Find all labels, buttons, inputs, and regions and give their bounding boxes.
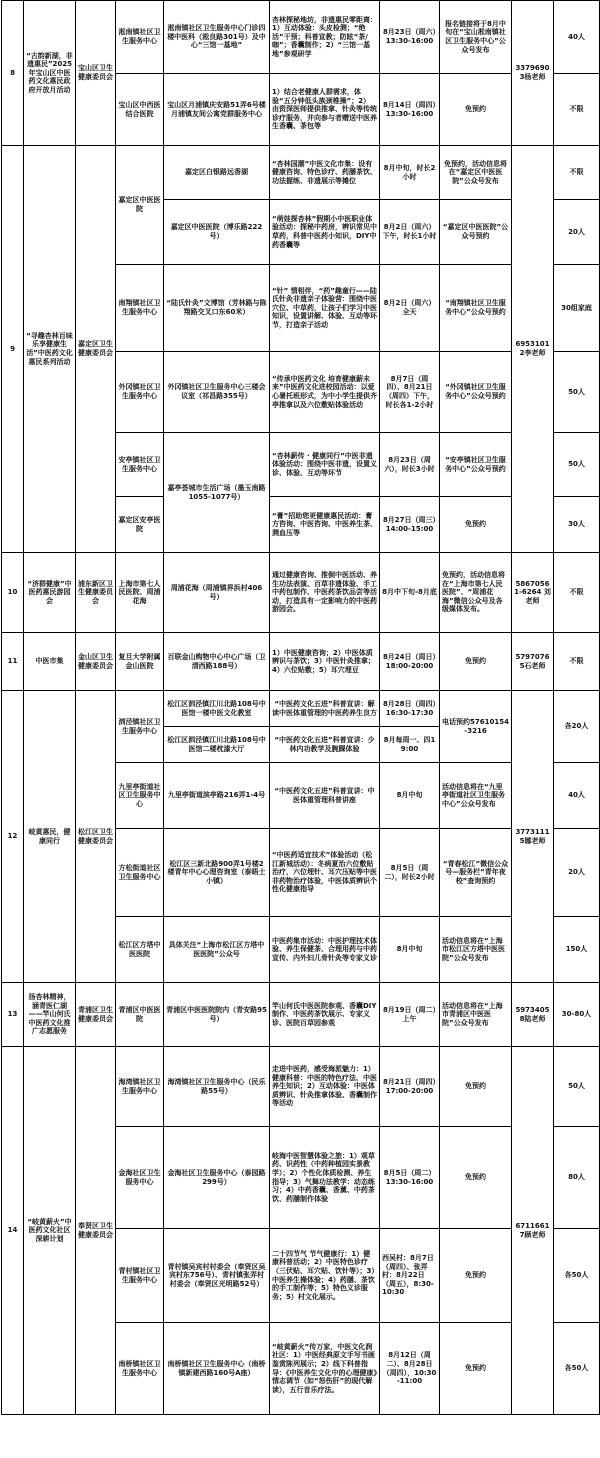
location: 具体关注“上海市松江区方塔中医医院”公众号 — [164, 917, 270, 983]
location: 海湾镇社区卫生服务中心（民乐路55号） — [164, 1047, 270, 1127]
time: 8月12日（周二）、8月28日（周四），10:30-11:00 — [380, 1323, 440, 1415]
quota: 不限 — [554, 74, 600, 146]
organizer: 青浦区卫生健康委员会 — [76, 983, 116, 1047]
booking: 免预约 — [440, 497, 512, 553]
booking: 免预约 — [440, 1047, 512, 1127]
activity-title: “古韵新湖，非遗惠民”2025年宝山区中医药文化惠民政府开放月活动 — [24, 1, 76, 146]
organizer: 浦东新区卫生健康委员会 — [76, 553, 116, 633]
activity-title: “岐黄薪火”中医药文化社区深耕计划 — [24, 1047, 76, 1415]
organizer: 松江区卫生健康委员会 — [76, 691, 116, 983]
content: “萌娃探杏林”假期小中医职业体验活动：探秘中药房，辨识常见中草药，科普中医药小知识，DIY中药香囊等 — [270, 200, 380, 265]
quota: 30-80人 — [554, 983, 600, 1047]
content: “针” 情相伴，“药”趣童行——陆氏针灸非遗亲子体验营：围绕中医穴位、中草药，让孩子们学习中医知识，设置讲解、体验、互动等环节，打造亲子活动 — [270, 265, 380, 352]
host-unit: 松江区方塔中医医院 — [116, 917, 164, 983]
booking: 活动信息将在“上海市青浦区中医医院”公众号发布 — [440, 983, 512, 1047]
time: 8月每周一、四19:00 — [380, 727, 440, 763]
content: “岐黄薪火”传万家，中医文化润社区：1）中医经典原文手写书画鉴赏陈列展示；2）线下科普指导：《中医养生文化中的心理健康》情志调节（如“怒伤肝”的现代解读），五行音乐疗法。 — [270, 1323, 380, 1415]
content: “膏”招助您更健康惠民活动：膏方咨询、中医咨询、中医养生茶、测血压等 — [270, 497, 380, 553]
booking: 免预约 — [440, 74, 512, 146]
content: 1）结合老健康人群需求，体验“五分钟低头族颈椎操”；2）由资深医师提供推拿、针灸等传统诊疗服务，并向参与者赠送中医养生香囊、茶包等 — [270, 74, 380, 146]
time: 西吴村：8月7日（周四）、张弄村：8月22日（周五），8:30-10:30 — [380, 1229, 440, 1323]
location: 嘉亭荟城市生活广场（墨玉南路1055-1077号） — [164, 433, 270, 553]
organizer: 嘉定区卫生健康委员会 — [76, 146, 116, 553]
host-unit: 金海社区卫生服务中心 — [116, 1127, 164, 1229]
time: 8月7日（周四）、8月21日（周四）下午，时长各1-2小时 — [380, 352, 440, 433]
content: 通过健康咨询、推倒中医活动、养生功法表演、百草非遗体验、手工中药包制作、中医药茶饮品尝等活动，打造具有一定影响力的中医药游园会。 — [270, 553, 380, 633]
time: 8月中下旬-8月底 — [380, 553, 440, 633]
row-number: 11 — [2, 633, 24, 691]
time: 8月5日（周二），时长2小时 — [380, 829, 440, 917]
contact: 33796903杨老师 — [512, 1, 554, 146]
activity-title: 岐黄惠民，健康同行 — [24, 691, 76, 983]
location: 九里亭街道滨亭路216弄1-4号 — [164, 763, 270, 829]
booking: “南翔镇社区卫生服务中心”公众号预约 — [440, 265, 512, 352]
booking: 免预约，活动信息将在“嘉定区中医医院”公众号发布 — [440, 146, 512, 200]
activity-title: 扬杏林精神，涵青医仁湖——竿山何氏中医药文化推广志愿服务 — [24, 983, 76, 1047]
booking: 免预约 — [440, 1229, 512, 1323]
time: 8月14日（周四）13:30-16:00 — [380, 74, 440, 146]
host-unit: 方松街道社区卫生服务中心 — [116, 829, 164, 917]
location: 周浦花海（周浦镇界浜村406号） — [164, 553, 270, 633]
contact: 59734058陆老师 — [512, 983, 554, 1047]
table-row — [2, 553, 600, 633]
location: 松江区三新北路900弄1号楼2楼青年中心心理咨询室（泰晤士小镇） — [164, 829, 270, 917]
location: 青浦区中医医院院内（青安路95号） — [164, 983, 270, 1047]
booking: 免预约 — [440, 1127, 512, 1229]
activity-title: “寻趣杏林百味 乐享健康生活”中医药文化惠民系列活动 — [24, 146, 76, 553]
contact: 67116617顾老师 — [512, 1047, 554, 1415]
booking: “青春松江”微信公众号—服务栏“青年夜校”查询预约 — [440, 829, 512, 917]
organizer: 奉贤区卫生健康委员会 — [76, 1047, 116, 1415]
contact: 57970765石老师 — [512, 633, 554, 691]
quota: 各50人 — [554, 1229, 600, 1323]
content: 竿山何氏中医医院参观、香囊DIY制作、中医药茶饮展示、专家义诊、医院百草园参观 — [270, 983, 380, 1047]
host-unit: 嘉定区中医医院 — [116, 146, 164, 265]
quota: 40人 — [554, 1, 600, 74]
booking: “嘉定区中医医院”公众号预约 — [440, 200, 512, 265]
host-unit: 泗泾镇社区卫生服务中心 — [116, 691, 164, 763]
host-unit: 青村镇社区卫生服务中心 — [116, 1229, 164, 1323]
row-number: 9 — [2, 146, 24, 553]
content: “中医药文化五进”科普宣讲：解读中医体重管理的中医药养生良方 — [270, 691, 380, 727]
host-unit: 九里亭街道社区卫生服务中心 — [116, 763, 164, 829]
time: 8月28日（周四）16:30-17:30 — [380, 691, 440, 727]
host-unit: 上海市第七人民医院、周浦花海 — [116, 553, 164, 633]
host-unit: 安亭镇社区卫生服务中心 — [116, 433, 164, 497]
quota: 30组家庭 — [554, 265, 600, 352]
activity-table — [1, 0, 600, 1415]
time: 8月19日（周二）上午 — [380, 983, 440, 1047]
contact: 58670561-6264 刘老师 — [512, 553, 554, 633]
time: 8月23日（周六），时长3小时 — [380, 433, 440, 497]
time: 8月中旬 — [380, 917, 440, 983]
row-number: 10 — [2, 553, 24, 633]
location: 嘉定区白银路远香湖 — [164, 146, 270, 200]
location: 嘉定区中医医院（博乐路222号） — [164, 200, 270, 265]
location: 宝山区月浦镇庆安路51弄6号楼月浦镇友间公寓党群服务中心 — [164, 74, 270, 146]
booking: 活动信息将在“上海市松江区方塔中医医院”公众号发布 — [440, 917, 512, 983]
location: 松江区泗泾镇江川北路108号中医馆二楼枕漆大厅 — [164, 727, 270, 763]
table-row — [2, 633, 600, 691]
row-number: 12 — [2, 691, 24, 983]
quota: 各50人 — [554, 1323, 600, 1415]
quota: 30人 — [554, 497, 600, 553]
location: 青村镇吴宾村村委会（奉贤区吴宾村东756号）、青村镇张弄村村委会（奉贤区光明路52号） — [164, 1229, 270, 1323]
quota: 20人 — [554, 200, 600, 265]
time: 8月2日（周六）全天 — [380, 265, 440, 352]
table-row — [2, 146, 600, 200]
table-row — [2, 1047, 600, 1127]
quota: 40人 — [554, 763, 600, 829]
content: 中医药集市活动：中医护理技术体验、养生保健茶、合理用药与中药宣传、内外妇儿骨针灸等专家义诊 — [270, 917, 380, 983]
time: 8月24日（周日）18:00-20:00 — [380, 633, 440, 691]
activity-title: “济群健康”中医药惠民游园会 — [24, 553, 76, 633]
row-number: 14 — [2, 1047, 24, 1415]
booking: 免预约 — [440, 633, 512, 691]
booking: “外冈镇社区卫生服务中心”公众号预约 — [440, 352, 512, 433]
host-unit: 海湾镇社区卫生服务中心 — [116, 1047, 164, 1127]
booking: 活动信息将在“九里亭街道社区卫生服务中心”公众号发布 — [440, 763, 512, 829]
time: 8月27日（周三）14:00-15:00 — [380, 497, 440, 553]
location: “陆氏针灸”文博馆（芳林路与陈翔路交叉口东60米） — [164, 265, 270, 352]
time: 8月2日（周六）下午，时长1小时 — [380, 200, 440, 265]
booking: 报名链接将于8月中旬在“宝山淞南镇社区卫生服务中心”公众号发布 — [440, 1, 512, 74]
quota: 50人 — [554, 433, 600, 497]
activity-title: 中医市集 — [24, 633, 76, 691]
host-unit: 青浦区中医医院 — [116, 983, 164, 1047]
quota: 各20人 — [554, 691, 600, 763]
host-unit: 宝山区中西医结合医院 — [116, 74, 164, 146]
content: 岐海中医智慧体验之旅：1）观草药、识药性（中药种植园实景教学）；2）个性化体质检测、养生指导；3）气舞功法教学：动态练习；4）中药香囊、香薰、中药茶饮、药膳制作体验 — [270, 1127, 380, 1229]
content: 1）中医健康咨询；2）中医体质辨识与茶饮；3）中医针灸推拿；4）六位贴敷；5）耳穴埋豆 — [270, 633, 380, 691]
content: “中医药文化五进”科普宣讲：少林内功教学及腕踝体验 — [270, 727, 380, 763]
table-row — [2, 1, 600, 74]
host-unit: 复旦大学附属金山医院 — [116, 633, 164, 691]
host-unit: 嘉定区安亭医院 — [116, 497, 164, 553]
location: 金海社区卫生服务中心（泰园路299号） — [164, 1127, 270, 1229]
quota: 20人 — [554, 829, 600, 917]
quota: 150人 — [554, 917, 600, 983]
contact: 37731115娜老师 — [512, 691, 554, 983]
location: 松江区泗泾镇江川北路108号中医馆一楼中医文化教室 — [164, 691, 270, 727]
content: “杏林国潮”中医文化市集：设有健康咨询、特色诊疗、药膳茶饮、功法握练、非遗展示等摊位 — [270, 146, 380, 200]
table-row — [2, 983, 600, 1047]
content: “传承中医药文化 培育健康薪未来”中医药文化进校园活动：以爱心暑托班形式，为中小学生提供齐亭推拿以及六位敷贴体验活动 — [270, 352, 380, 433]
time: 8月中旬 — [380, 763, 440, 829]
organizer: 金山区卫生健康委员会 — [76, 633, 116, 691]
row-number: 8 — [2, 1, 24, 146]
host-unit: 南翔镇社区卫生服务中心 — [116, 265, 164, 352]
quota: 80人 — [554, 1127, 600, 1229]
booking: “安亭镇社区卫生服务中心”公众号预约 — [440, 433, 512, 497]
location: 外冈镇社区卫生服务中心三楼会议室（祁昌路355号） — [164, 352, 270, 433]
quota: 不限 — [554, 633, 600, 691]
time: 8月23日（周六）13:30-16:00 — [380, 1, 440, 74]
time: 8月中旬，时长2小时 — [380, 146, 440, 200]
host-unit: 外冈镇社区卫生服务中心 — [116, 352, 164, 433]
booking: 免预约 — [440, 1323, 512, 1415]
content: 杏林探秘地坊，非遗惠民零距离：1）互动体验：头皮检测；“绝活”干预；科普宣教；防眩“茶/咖”；香囊制作；2）“三馆一基地”参观研学 — [270, 1, 380, 74]
content: “中医药适宜技术”体验活动（松江新城活动）：冬病夏治六位敷贴治疗，六位埋针、耳穴压贴等中医非药物治疗体验，中医体质辨识个性化健康指导 — [270, 829, 380, 917]
host-unit: 南桥镇社区卫生服务中心 — [116, 1323, 164, 1415]
location: 南桥镇社区卫生服务中心（南桥镇新建西路160号A座） — [164, 1323, 270, 1415]
quota: 不限 — [554, 553, 600, 633]
quota: 50人 — [554, 1047, 600, 1127]
location: 百联金山购物中心中心广场（卫清西路188号） — [164, 633, 270, 691]
quota: 不限 — [554, 146, 600, 200]
time: 8月21日（周四）17:00-20:00 — [380, 1047, 440, 1127]
content: 二十四节气 节气健康行：1）健康科普活动；2）中医特色诊疗（三伏贴、耳穴贴、饮针等）；3）中医养生操体验；4）药膳、茶饮的手工制作等；5）特色义诊服务；5）村文化展示。 — [270, 1229, 380, 1323]
booking: 免预约，活动信息将在“上海市第七人民医院”、“周浦花海”微信公众号及各级媒体发布。 — [440, 553, 512, 633]
table-row — [2, 691, 600, 727]
time: 8月5日（周二）13:30-16:00 — [380, 1127, 440, 1229]
organizer: 宝山区卫生健康委员会 — [76, 1, 116, 146]
location: 淞南镇社区卫生服务中心门诊四楼中医科（淞良路301号）及中心“三馆一基地” — [164, 1, 270, 74]
row-number: 13 — [2, 983, 24, 1047]
host-unit: 淞南镇社区卫生服务中心 — [116, 1, 164, 74]
content: 走进中医药，感受海派魅力：1）健康科普：中医的特色疗法、中医养生知识；2）互动体验：中医体质辨识、针灸推拿体验、香囊制作等活动 — [270, 1047, 380, 1127]
booking: 电话预约57610154-3216 — [440, 691, 512, 763]
content: “中医药文化五进”科普宣讲：中医体重管理科普讲座 — [270, 763, 380, 829]
contact: 69531012李老师 — [512, 146, 554, 553]
quota: 50人 — [554, 352, 600, 433]
content: “杏林薪传 · 健康同行”中医非遗体验活动：围绕中医非遗，设置义诊、体验、互动等环节 — [270, 433, 380, 497]
